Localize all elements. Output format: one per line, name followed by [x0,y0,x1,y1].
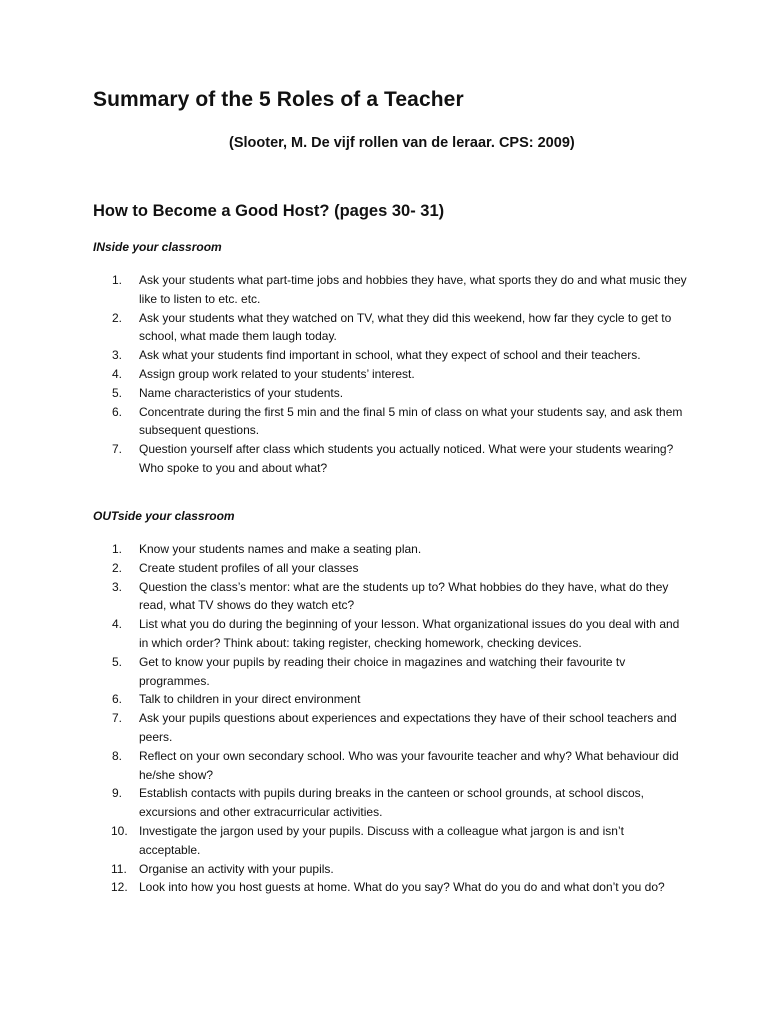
list-item [0,271,768,309]
list-item-number: 10. [111,823,128,838]
list-item [0,784,768,822]
list-item-text: Know your students names and make a seating plan. [139,542,422,556]
list-item [0,403,768,441]
list-item-number: 4. [112,366,123,381]
list-item-number: 4. [112,617,123,632]
list-item-text: Ask your students what part-time jobs and hobbies they have, what sports they do and what music they like to listen to etc. etc. [139,273,687,306]
list-item-number: 3. [112,348,123,363]
list-item-text: Question yourself after class which students you actually noticed. What were your students wearing? Who spoke to you and about what? [139,442,674,475]
list-item-text: Ask your pupils questions about experiences and expectations they have of their school teachers and peers. [139,711,677,744]
list-item [0,365,768,384]
list-item-text: Ask your students what they watched on TV, what they did this weekend, how far they cycle to get to school, what made them laugh today. [139,310,672,344]
list-item [0,878,768,897]
list-item [0,440,768,478]
list-item-number: 2. [112,560,123,575]
list-item-number: 6. [112,692,123,707]
list-item-text: Look into how you host guests at home. What do you say? What do you do and what don’t you do? [139,880,665,895]
list-item-number: 1. [112,273,123,287]
list-item [0,578,768,616]
list-item-number: 8. [112,748,123,763]
list-item-number: 5. [112,385,123,400]
section-title: How to Become a Good Host? (pages 30- 31) [93,202,445,220]
inside-classroom-list [0,271,768,478]
list-item-text: List what you do during the beginning of your lesson. What organizational issues do you deal with and in which order? Think about: taking register, checking homework, checking devices. [139,617,680,650]
list-item-number: 6. [112,404,123,419]
list-item-number: 7. [112,711,123,726]
list-item-number: 2. [112,310,123,325]
list-item [0,822,768,860]
list-item-text: Question the class’s mentor: what are the students up to? What hobbies do they have, what do they read, what TV shows do they watch etc? [139,579,669,613]
list-item-text: Investigate the jargon used by your pupils. Discuss with a colleague what jargon is and isn’t acceptable. [139,823,624,857]
list-item-text: Ask what your students find important in school, what they expect of school and their teachers. [139,348,641,363]
list-item-text: Reflect on your own secondary school. Who was your favourite teacher and why? What behaviour did he/she show? [139,748,679,782]
outside-classroom-list [0,540,768,897]
list-item-number: 3. [112,579,123,594]
list-item [0,747,768,785]
list-item-number: 1. [112,542,123,556]
list-item-number: 12. [111,880,128,895]
list-item-text: Talk to children in your direct environment [139,692,361,707]
list-item-number: 5. [112,654,123,669]
list-item [0,346,768,365]
list-item [0,384,768,403]
outside-classroom-heading: OUTside your classroom [93,509,235,523]
list-item [0,309,768,347]
list-item-number: 11. [111,861,127,876]
inside-classroom-heading: INside your classroom [93,240,222,254]
list-item [0,540,768,559]
citation: (Slooter, M. De vijf rollen van de leraar. CPS: 2009) [229,135,575,151]
list-item [0,559,768,578]
list-item-number: 7. [112,442,123,457]
page-title: Summary of the 5 Roles of a Teacher [93,88,464,111]
list-item [0,860,768,879]
list-item-text: Organise an activity with your pupils. [139,861,334,876]
list-item-text: Concentrate during the first 5 min and the final 5 min of class on what your students say, and ask them subsequent questions. [139,404,683,438]
list-item-text: Assign group work related to your students’ interest. [139,366,415,381]
list-item [0,615,768,653]
list-item-text: Name characteristics of your students. [139,385,344,400]
list-item-number: 9. [112,786,123,801]
list-item [0,653,768,691]
list-item-text: Establish contacts with pupils during breaks in the canteen or school grounds, at school discos, excursions and other extracurricular activities. [139,786,644,820]
list-item-text: Create student profiles of all your classes [139,560,359,575]
list-item [0,690,768,709]
list-item [0,709,768,747]
list-item-text: Get to know your pupils by reading their choice in magazines and watching their favourite tv programmes. [139,654,626,688]
